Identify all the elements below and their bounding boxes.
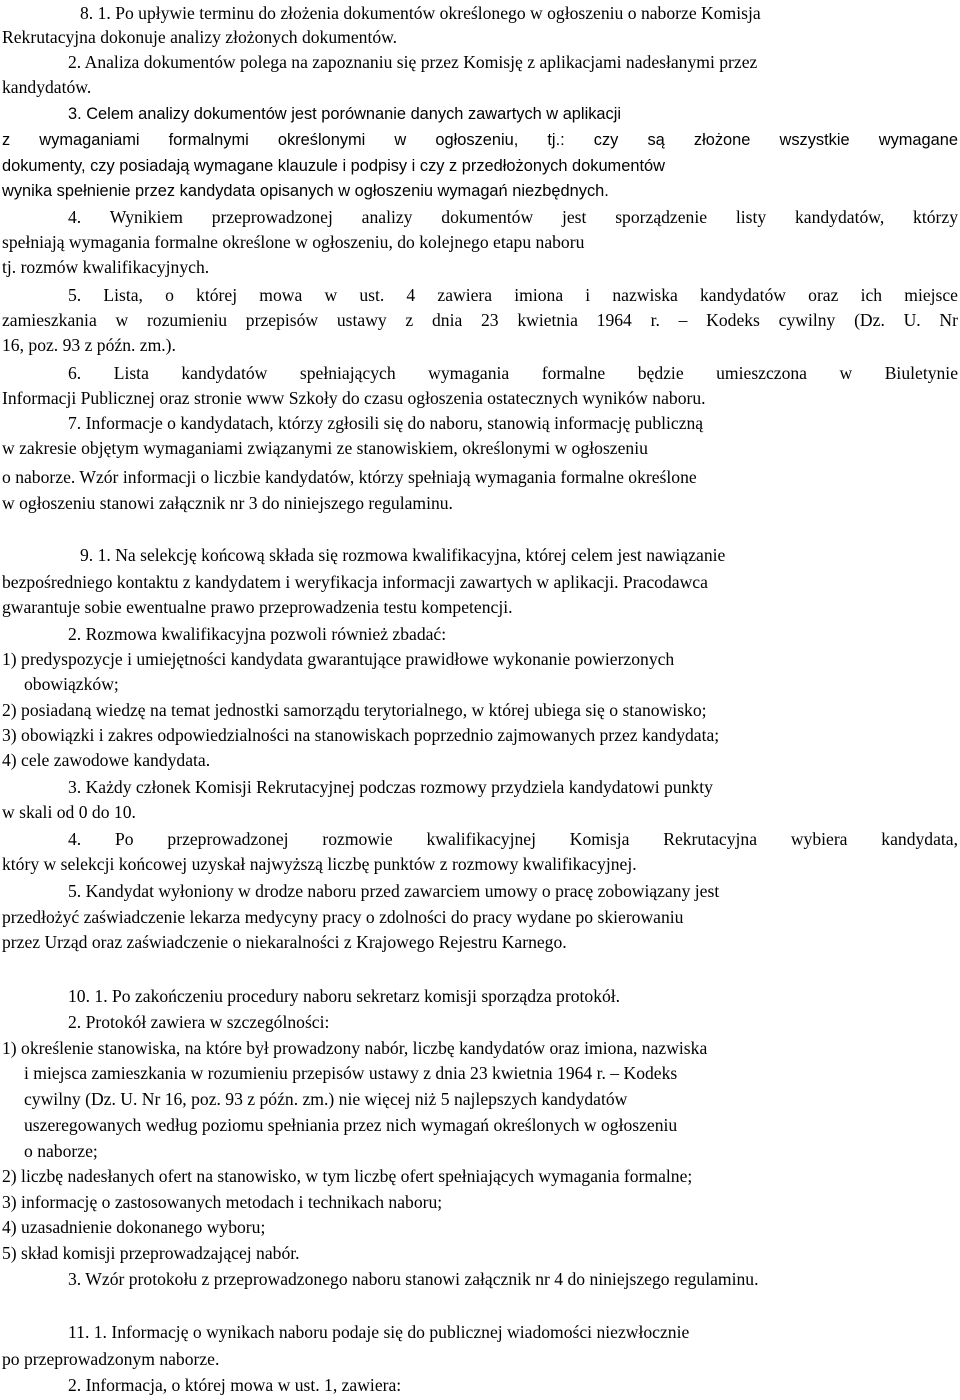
text-line: 2) posiadaną wiedzę na temat jednostki samorządu terytorialnego, w której ubiega się o stanowisko; bbox=[2, 700, 707, 720]
text-line: który w selekcji końcowej uzyskał najwyższą liczbę punktów z rozmowy kwalifikacyjnej. bbox=[2, 854, 637, 874]
text-line: 3. Wzór protokołu z przeprowadzonego naboru stanowi załącznik nr 4 do niniejszego regulaminu. bbox=[68, 1269, 759, 1289]
text-line: po przeprowadzonym naborze. bbox=[2, 1349, 220, 1369]
text-line: 3. Celem analizy dokumentów jest porównanie danych zawartych w aplikacji bbox=[68, 105, 621, 123]
text-line: 2. Analiza dokumentów polega na zapoznaniu się przez Komisję z aplikacjami nadesłanymi przez bbox=[68, 52, 758, 72]
text-line: 4. Wynikiem przeprowadzonej analizy dokumentów jest sporządzenie listy kandydatów, którzy bbox=[68, 207, 958, 227]
text-line: 16, poz. 93 z późn. zm.). bbox=[2, 335, 176, 355]
text-line: wynika spełnienie przez kandydata opisanych w ogłoszeniu wymagań niezbędnych. bbox=[2, 182, 609, 200]
text-line: przez Urząd oraz zaświadczenie o niekaralności z Krajowego Rejestru Karnego. bbox=[2, 932, 567, 952]
text-line: 2. Rozmowa kwalifikacyjna pozwoli również zbadać: bbox=[68, 624, 447, 644]
text-line: 4) cele zawodowe kandydata. bbox=[2, 750, 211, 770]
text-line: 3. Każdy członek Komisji Rekrutacyjnej podczas rozmowy przydziela kandydatowi punkty bbox=[68, 777, 713, 797]
text-line: 3) obowiązki i zakres odpowiedzialności na stanowiskach poprzednio zajmowanych przez kandydata; bbox=[2, 725, 720, 745]
text-line: tj. rozmów kwalifikacyjnych. bbox=[2, 257, 210, 277]
text-line: o naborze; bbox=[24, 1141, 98, 1161]
text-line: bezpośredniego kontaktu z kandydatem i weryfikacja informacji zawartych w aplikacji. Pracodawca bbox=[2, 572, 708, 592]
text-line: 1) predyspozycje i umiejętności kandydata gwarantujące prawidłowe wykonanie powierzonych bbox=[2, 649, 675, 669]
text-line: o naborze. Wzór informacji o liczbie kandydatów, którzy spełniają wymagania formalne określone bbox=[2, 467, 697, 487]
text-line: i miejsca zamieszkania w rozumieniu przepisów ustawy z dnia 23 kwietnia 1964 r. – Kodeks bbox=[24, 1063, 678, 1083]
text-line: spełniają wymagania formalne określone w ogłoszeniu, do kolejnego etapu naboru bbox=[2, 232, 585, 252]
text-line: z wymaganiami formalnymi określonymi w ogłoszeniu, tj.: czy są złożone wszystkie wymagane bbox=[2, 131, 958, 149]
text-line: cywilny (Dz. U. Nr 16, poz. 93 z późn. zm.) nie więcej niż 5 najlepszych kandydatów bbox=[24, 1089, 628, 1109]
text-line: 11. 1. Informację o wynikach naboru podaje się do publicznej wiadomości niezwłocznie bbox=[68, 1322, 690, 1342]
text-line: 2. Protokół zawiera w szczególności: bbox=[68, 1012, 330, 1032]
text-line: 4) uzasadnienie dokonanego wyboru; bbox=[2, 1217, 266, 1237]
text-line: gwarantuje sobie ewentualne prawo przeprowadzenia testu kompetencji. bbox=[2, 597, 513, 617]
text-line: w skali od 0 do 10. bbox=[2, 802, 136, 822]
text-line: 5. Kandydat wyłoniony w drodze naboru przed zawarciem umowy o pracę zobowiązany jest bbox=[68, 881, 720, 901]
text-line: 10. 1. Po zakończeniu procedury naboru sekretarz komisji sporządza protokół. bbox=[68, 986, 621, 1006]
text-line: Informacji Publicznej oraz stronie www Szkoły do czasu ogłoszenia ostatecznych wyników naboru. bbox=[2, 388, 706, 408]
text-line: kandydatów. bbox=[2, 77, 92, 97]
text-line: 2. Informacja, o której mowa w ust. 1, zawiera: bbox=[68, 1375, 402, 1395]
text-line: przedłożyć zaświadczenie lekarza medycyny pracy o zdolności do pracy wydane po skierowaniu bbox=[2, 907, 684, 927]
text-line: w ogłoszeniu stanowi załącznik nr 3 do niniejszego regulaminu. bbox=[2, 493, 453, 513]
text-line: obowiązków; bbox=[24, 674, 119, 694]
text-line: 6. Lista kandydatów spełniających wymagania formalne będzie umieszczona w Biuletynie bbox=[68, 363, 958, 383]
text-line: 3) informację o zastosowanych metodach i technikach naboru; bbox=[2, 1192, 443, 1212]
text-line: zamieszkania w rozumieniu przepisów ustawy z dnia 23 kwietnia 1964 r. – Kodeks cywilny (Dz. U. Nr bbox=[2, 310, 958, 330]
text-line: 7. Informacje o kandydatach, którzy zgłosili się do naboru, stanowią informację publiczną bbox=[68, 413, 704, 433]
text-line: 4. Po przeprowadzonej rozmowie kwalifikacyjnej Komisja Rekrutacyjna wybiera kandydata, bbox=[68, 829, 958, 849]
text-line: 8. 1. Po upływie terminu do złożenia dokumentów określonego w ogłoszeniu o naborze Komisja bbox=[80, 3, 761, 23]
text-line: 2) liczbę nadesłanych ofert na stanowisko, w tym liczbę ofert spełniających wymagania formalne; bbox=[2, 1166, 693, 1186]
text-line: Rekrutacyjna dokonuje analizy złożonych dokumentów. bbox=[2, 27, 398, 47]
text-line: 9. 1. Na selekcję końcową składa się rozmowa kwalifikacyjna, której celem jest nawiązanie bbox=[80, 545, 726, 565]
text-line: 1) określenie stanowiska, na które był prowadzony nabór, liczbę kandydatów oraz imiona, nazwiska bbox=[2, 1038, 708, 1058]
text-line: w zakresie objętym wymaganiami związanymi ze stanowiskiem, określonymi w ogłoszeniu bbox=[2, 438, 648, 458]
text-line: 5) skład komisji przeprowadzającej nabór. bbox=[2, 1243, 300, 1263]
text-line: dokumenty, czy posiadają wymagane klauzule i podpisy i czy z przedłożonych dokumentów bbox=[2, 157, 665, 175]
text-line: 5. Lista, o której mowa w ust. 4 zawiera imiona i nazwiska kandydatów oraz ich miejsce bbox=[68, 285, 958, 305]
text-line: uszeregowanych według poziomu spełniania przez nich wymagań określonych w ogłoszeniu bbox=[24, 1115, 678, 1135]
